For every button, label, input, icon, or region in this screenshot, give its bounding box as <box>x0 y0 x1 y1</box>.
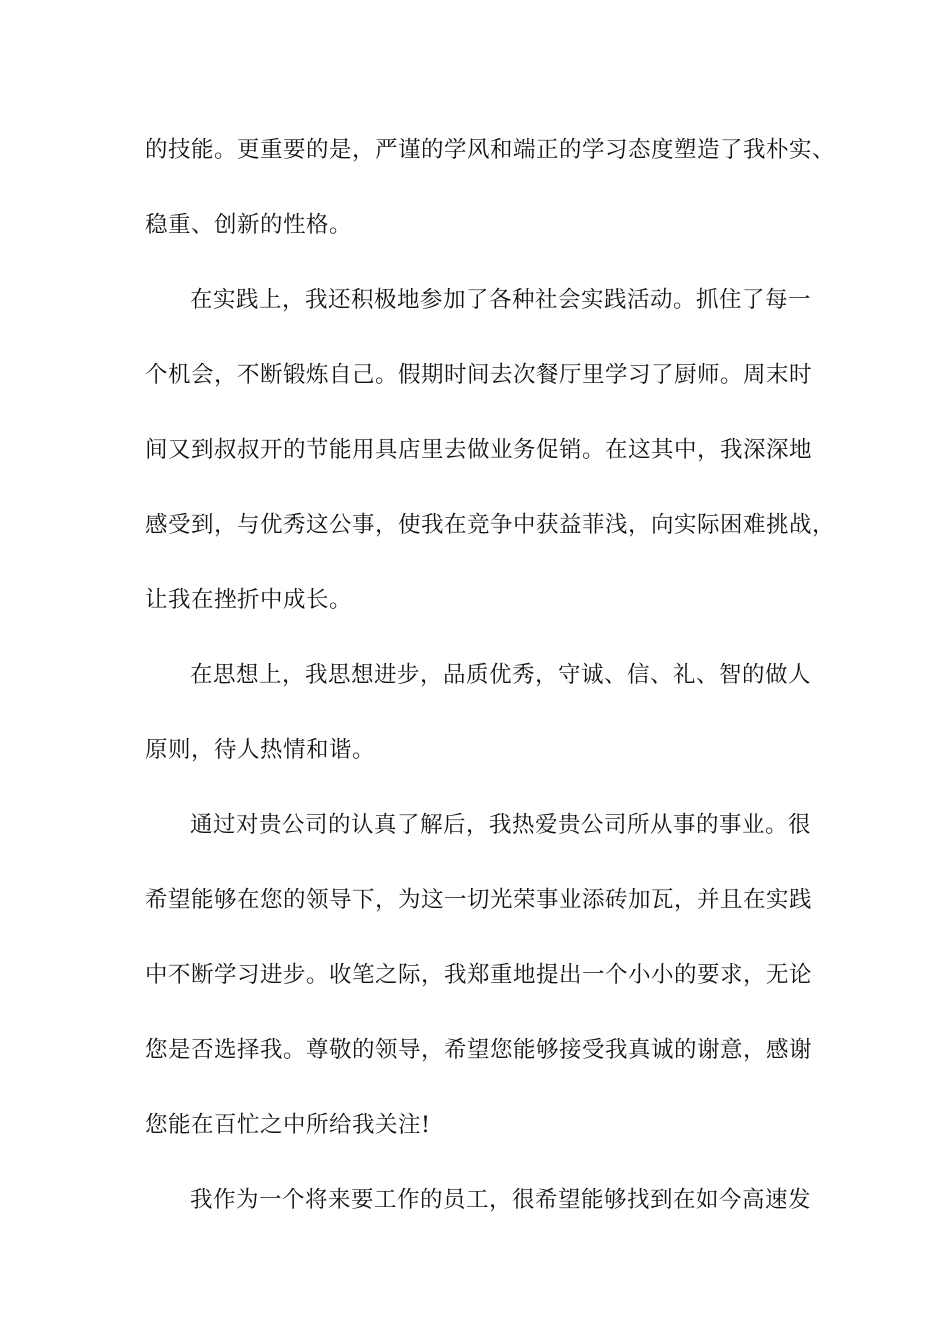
paragraph-start-line: 通过对贵公司的认真了解后，我热爱贵公司所从事的事业。很 <box>190 812 812 838</box>
text-line: 让我在挫折中成长。 <box>145 587 353 613</box>
text-line: 的技能。更重要的是，严谨的学风和端正的学习态度塑造了我朴实、 <box>145 137 836 163</box>
text-line: 稳重、创新的性格。 <box>145 212 353 238</box>
text-line: 个机会，不断锻炼自己。假期时间去次餐厅里学习了厨师。周末时 <box>145 362 813 388</box>
paragraph-start-line: 我作为一个将来要工作的员工，很希望能够找到在如今高速发 <box>190 1187 812 1213</box>
paragraph-start-line: 在实践上，我还积极地参加了各种社会实践活动。抓住了每一 <box>190 287 812 313</box>
text-line: 您是否选择我。尊敬的领导，希望您能够接受我真诚的谢意，感谢 <box>145 1037 813 1063</box>
text-line: 感受到，与优秀这公事，使我在竞争中获益菲浅，向实际困难挑战， <box>145 512 836 538</box>
text-line: 中不断学习进步。收笔之际，我郑重地提出一个小小的要求，无论 <box>145 962 813 988</box>
text-line: 间又到叔叔开的节能用具店里去做业务促销。在这其中，我深深地 <box>145 437 813 463</box>
text-line: 希望能够在您的领导下，为这一切光荣事业添砖加瓦，并且在实践 <box>145 887 813 913</box>
text-line: 您能在百忙之中所给我关注! <box>145 1112 431 1138</box>
text-line: 原则，待人热情和谐。 <box>145 737 376 763</box>
paragraph-start-line: 在思想上，我思想进步，品质优秀，守诚、信、礼、智的做人 <box>190 662 812 688</box>
